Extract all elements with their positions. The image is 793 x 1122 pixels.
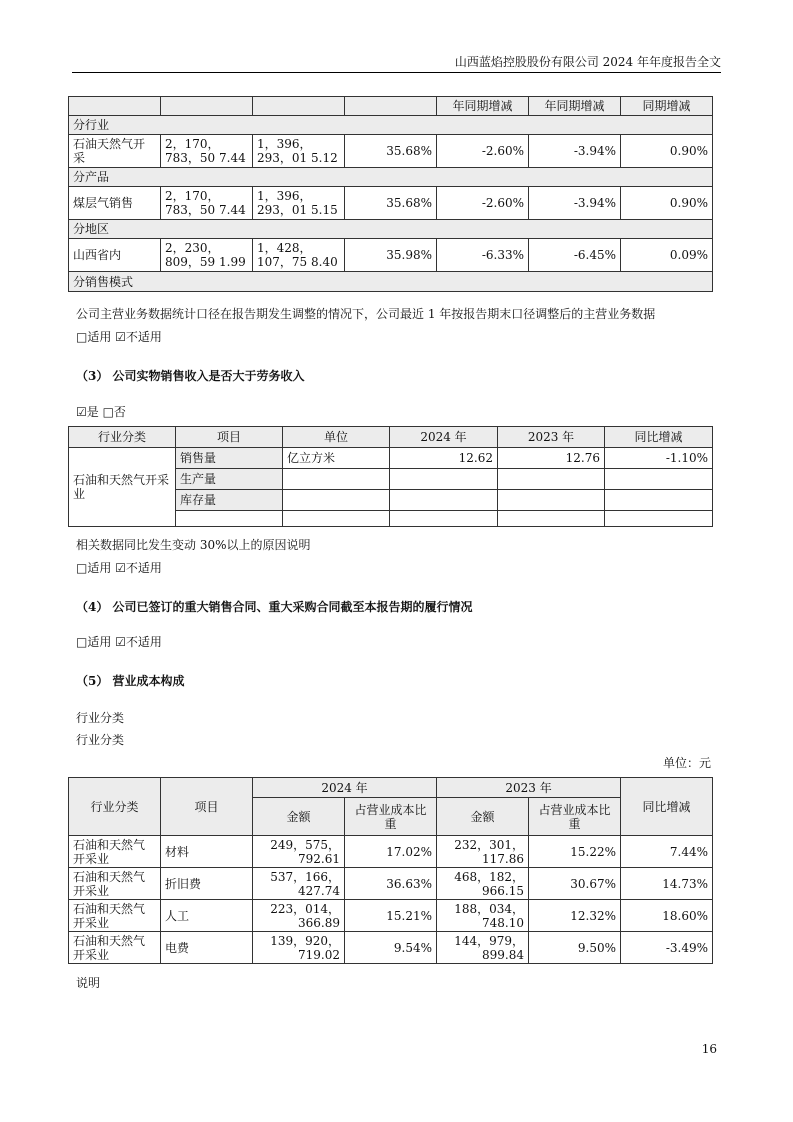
applicable-choice: □适用 ☑不适用 [76,561,162,575]
sales-volume-table [68,426,713,527]
header-cell: 占营业成本比重 [529,798,621,836]
table-row [69,448,713,469]
cell-value: 1，428，107，75 8.40 [253,239,345,272]
header-cell: 年同期增减 [529,97,621,116]
unit-cell [283,490,390,511]
cell-value [390,490,498,511]
header-cell: 同比增减 [605,427,713,448]
item-cell: 材料 [161,836,253,868]
cell-value: 9.50% [529,932,621,964]
section-row [69,168,713,187]
cell-value: 249，575，792.61 [253,836,345,868]
item-cell: 销售量 [176,448,283,469]
note-label: 说明 [76,976,101,990]
cell-value: 15.21% [345,900,437,932]
applicable-choice: □适用 ☑不适用 [76,635,162,649]
cell-value: 9.54% [345,932,437,964]
cell-value: -3.94% [529,187,621,220]
cell-value: 139，920，719.02 [253,932,345,964]
section-row [69,272,713,292]
header-cell: 年同期增减 [437,97,529,116]
item-cell: 人工 [161,900,253,932]
cell-value: 15.22% [529,836,621,868]
cell-value: 2，230，809，59 1.99 [161,239,253,272]
header-cell [345,97,437,116]
header-cell: 同比增减 [621,778,713,836]
table-header-row [69,97,713,116]
cell-value [605,490,713,511]
cell-value: 12.32% [529,900,621,932]
cell-value [390,469,498,490]
cell-value: 0.90% [621,187,713,220]
item-cell: 生产量 [176,469,283,490]
cell-value [498,511,605,527]
cell-value [498,469,605,490]
section-label: 分产品 [69,168,713,187]
header-cell: 2024 年 [253,778,437,798]
industry-cell: 石油和天然气开采业 [69,932,161,964]
cell-value [498,490,605,511]
cell-value: -6.33% [437,239,529,272]
table-row [69,836,713,868]
cell-value: -6.45% [529,239,621,272]
cell-value: 537，166，427.74 [253,868,345,900]
row-name: 山西省内 [69,239,161,272]
cell-value: 144，979，899.84 [437,932,529,964]
cell-value: 188，034，748.10 [437,900,529,932]
item-cell: 折旧费 [161,868,253,900]
yes-no-choice: ☑是 □否 [76,405,126,419]
header-cell [161,97,253,116]
cell-value: 35.68% [345,135,437,168]
header-cell: 2024 年 [390,427,498,448]
page-number: 16 [701,1042,717,1056]
cell-value: -1.10% [605,448,713,469]
cell-value [390,511,498,527]
paragraph: 公司主营业务数据统计口径在报告期发生调整的情况下，公司最近 1 年按报告期末口径调整后的主营业务数据 [76,307,656,321]
page-header: 山西蓝焰控股股份有限公司 2024 年年度报告全文 [72,52,721,73]
cell-value: -2.60% [437,187,529,220]
unit-cell: 亿立方米 [283,448,390,469]
header-cell: 同期增减 [621,97,713,116]
cell-value: 14.73% [621,868,713,900]
cell-value: 12.62 [390,448,498,469]
cell-value: 18.60% [621,900,713,932]
section-heading: （5） 营业成本构成 [76,674,185,688]
section-heading: （4） 公司已签订的重大销售合同、重大采购合同截至本报告期的履行情况 [76,600,473,614]
row-name: 煤层气销售 [69,187,161,220]
label-line: 行业分类 [76,733,125,747]
section-heading: （3） 公司实物销售收入是否大于劳务收入 [76,369,305,383]
cell-value: 1，396，293，01 5.12 [253,135,345,168]
cell-value: 0.09% [621,239,713,272]
table-row [69,868,713,900]
cell-value: 1，396，293，01 5.15 [253,187,345,220]
cell-value: -3.49% [621,932,713,964]
table-header-row [69,427,713,448]
industry-cell: 石油和天然气开采业 [69,836,161,868]
unit-label: 单位：元 [662,756,711,770]
item-cell: 库存量 [176,490,283,511]
header-cell: 项目 [176,427,283,448]
applicable-choice: □适用 ☑不适用 [76,330,162,344]
industry-cell: 石油和天然气开采业 [69,448,176,527]
header-cell: 金额 [437,798,529,836]
cell-value: 2，170，783，50 7.44 [161,135,253,168]
cell-value [605,469,713,490]
header-cell: 行业分类 [69,778,161,836]
cell-value: -2.60% [437,135,529,168]
section-label: 分行业 [69,116,713,135]
cell-value: 2，170，783，50 7.44 [161,187,253,220]
section-label: 分销售模式 [69,272,713,292]
row-name: 石油天然气开采 [69,135,161,168]
main-business-table [68,96,713,292]
header-cell: 行业分类 [69,427,176,448]
table-row [69,135,713,168]
item-cell [176,511,283,527]
industry-cell: 石油和天然气开采业 [69,900,161,932]
header-cell: 项目 [161,778,253,836]
section-row [69,116,713,135]
table-row [69,239,713,272]
header-cell: 单位 [283,427,390,448]
industry-cell: 石油和天然气开采业 [69,868,161,900]
cell-value: 223，014，366.89 [253,900,345,932]
header-cell: 金额 [253,798,345,836]
section-row [69,220,713,239]
cell-value: 468，182，966.15 [437,868,529,900]
item-cell: 电费 [161,932,253,964]
cell-value: 35.98% [345,239,437,272]
cell-value: 232，301，117.86 [437,836,529,868]
table-header-row [69,778,713,798]
cell-value: 7.44% [621,836,713,868]
header-cell: 占营业成本比重 [345,798,437,836]
unit-cell [283,511,390,527]
cell-value [605,511,713,527]
cell-value: 17.02% [345,836,437,868]
table-row [69,932,713,964]
cell-value: 35.68% [345,187,437,220]
section-label: 分地区 [69,220,713,239]
header-cell: 2023 年 [437,778,621,798]
cell-value: 0.90% [621,135,713,168]
unit-cell [283,469,390,490]
cost-structure-table [68,777,713,964]
header-cell [253,97,345,116]
paragraph: 相关数据同比发生变动 30%以上的原因说明 [76,538,311,552]
cell-value: 12.76 [498,448,605,469]
cell-value: -3.94% [529,135,621,168]
table-row [69,900,713,932]
label-line: 行业分类 [76,711,125,725]
header-cell [69,97,161,116]
header-cell: 2023 年 [498,427,605,448]
cell-value: 36.63% [345,868,437,900]
table-row [69,187,713,220]
cell-value: 30.67% [529,868,621,900]
